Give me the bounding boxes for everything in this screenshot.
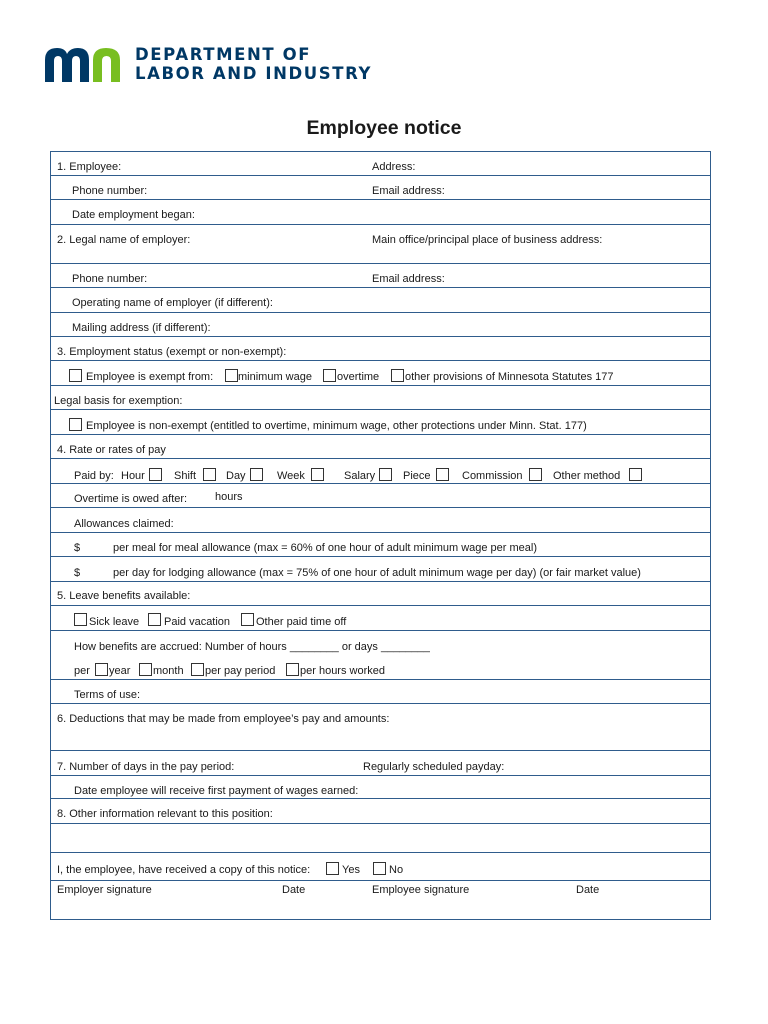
employer-signature-label: Employer signature bbox=[57, 884, 152, 896]
other-info-label: 8. Other information relevant to this position: bbox=[57, 808, 273, 820]
per-hours-worked-label: per hours worked bbox=[300, 665, 385, 677]
pay-method-salary-label: Salary bbox=[344, 470, 376, 482]
per-month-checkbox[interactable] bbox=[139, 663, 152, 676]
form-row-other-info bbox=[51, 799, 710, 824]
form-row-operating-name bbox=[51, 288, 710, 313]
meal-dollar-sign: $ bbox=[74, 542, 81, 554]
pay-method-other-checkbox[interactable] bbox=[629, 468, 642, 481]
pay-method-commission-checkbox[interactable] bbox=[529, 468, 542, 481]
terms-label: Terms of use: bbox=[74, 689, 141, 701]
pay-method-commission-label: Commission bbox=[462, 470, 523, 482]
pay-method-shift-checkbox[interactable] bbox=[203, 468, 216, 481]
rate-label: 4. Rate or rates of pay bbox=[57, 444, 166, 456]
form-row-legal-basis bbox=[51, 386, 710, 410]
employee-notice-form bbox=[50, 151, 711, 920]
form-row-accrual-period bbox=[51, 655, 710, 680]
pay-method-week-checkbox[interactable] bbox=[311, 468, 324, 481]
minimum-wage-checkbox[interactable] bbox=[225, 369, 238, 382]
form-row-signatures bbox=[51, 881, 710, 919]
first-payment-label: Date employee will receive first payment of wages earned: bbox=[74, 785, 359, 797]
form-row-meal-allowance bbox=[51, 533, 710, 557]
pay-method-hour-label: Hour bbox=[121, 470, 145, 482]
employee-label: 1. Employee: bbox=[57, 161, 122, 173]
paid-vacation-checkbox[interactable] bbox=[148, 613, 161, 626]
pay-method-hour-checkbox[interactable] bbox=[149, 468, 162, 481]
dli-logo bbox=[45, 44, 372, 84]
form-row-employee bbox=[51, 152, 710, 176]
sick-leave-label: Sick leave bbox=[89, 616, 140, 628]
form-row-lodging-allowance bbox=[51, 557, 710, 582]
form-row-other-info-blank bbox=[51, 824, 710, 853]
main-office-label: Main office/principal place of business address: bbox=[372, 234, 603, 246]
meal-allowance-label: per meal for meal allowance (max = 60% of one hour of adult minimum wage per meal) bbox=[113, 542, 538, 554]
form-row-received-copy bbox=[51, 853, 710, 881]
exempt-checkbox[interactable] bbox=[69, 369, 82, 382]
phone-label: Phone number: bbox=[72, 185, 148, 197]
per-pay-period-label: per pay period bbox=[205, 665, 276, 677]
paid-by-label: Paid by: bbox=[74, 470, 114, 482]
address-label: Address: bbox=[372, 161, 416, 173]
other-provisions-label: other provisions of Minnesota Statutes 177 bbox=[405, 371, 614, 383]
employee-date-label: Date bbox=[576, 884, 600, 896]
form-row-pay-period bbox=[51, 751, 710, 776]
per-year-checkbox[interactable] bbox=[95, 663, 108, 676]
received-copy-label: I, the employee, have received a copy of this notice: bbox=[57, 864, 311, 876]
form-row-employment-status bbox=[51, 337, 710, 361]
form-row-leave-types bbox=[51, 606, 710, 631]
form-row-first-payment bbox=[51, 776, 710, 799]
logo-line-1: DEPARTMENT OF bbox=[135, 45, 312, 64]
logo-text bbox=[135, 45, 372, 83]
form-row-non-exempt bbox=[51, 410, 710, 435]
form-row-leave-benefits bbox=[51, 582, 710, 606]
non-exempt-label: Employee is non-exempt (entitled to overtime, minimum wage, other protections under Minn. Stat. 177) bbox=[86, 420, 587, 432]
form-row-allowances bbox=[51, 508, 710, 533]
legal-basis-label: Legal basis for exemption: bbox=[54, 395, 183, 407]
accrual-label: How benefits are accrued: Number of hours ________ or days ________ bbox=[74, 641, 430, 653]
per-month-label: month bbox=[153, 665, 184, 677]
non-exempt-checkbox[interactable] bbox=[69, 418, 82, 431]
mailing-address-label: Mailing address (if different): bbox=[72, 322, 211, 334]
pay-method-shift-label: Shift bbox=[174, 470, 197, 482]
payday-label: Regularly scheduled payday: bbox=[363, 761, 505, 773]
mn-logo-icon bbox=[45, 46, 125, 82]
overtime-label: overtime bbox=[337, 371, 380, 383]
pay-method-piece-checkbox[interactable] bbox=[436, 468, 449, 481]
minimum-wage-label: minimum wage bbox=[238, 371, 312, 383]
email-label: Email address: bbox=[372, 185, 445, 197]
employee-signature-label: Employee signature bbox=[372, 884, 470, 896]
pay-method-week-label: Week bbox=[277, 470, 305, 482]
lodging-dollar-sign: $ bbox=[74, 567, 81, 579]
lodging-allowance-label: per day for lodging allowance (max = 75% of one hour of adult minimum wage per day) (or fair market value) bbox=[113, 567, 641, 579]
days-pay-period-label: 7. Number of days in the pay period: bbox=[57, 761, 235, 773]
hours-label: hours bbox=[215, 491, 243, 503]
logo-line-2: LABOR AND INDUSTRY bbox=[135, 64, 373, 83]
received-no-checkbox[interactable] bbox=[373, 862, 386, 875]
pay-method-other-label: Other method bbox=[553, 470, 621, 482]
form-row-legal-name bbox=[51, 225, 710, 264]
per-pay-period-checkbox[interactable] bbox=[191, 663, 204, 676]
form-row-rate bbox=[51, 435, 710, 459]
form-row-overtime-owed bbox=[51, 484, 710, 508]
other-paid-checkbox[interactable] bbox=[241, 613, 254, 626]
employer-email-label: Email address: bbox=[372, 273, 445, 285]
employment-status-label: 3. Employment status (exempt or non-exempt): bbox=[57, 346, 287, 358]
form-row-phone-email bbox=[51, 176, 710, 200]
sick-leave-checkbox[interactable] bbox=[74, 613, 87, 626]
leave-benefits-label: 5. Leave benefits available: bbox=[57, 590, 191, 602]
per-hours-worked-checkbox[interactable] bbox=[286, 663, 299, 676]
pay-method-salary-checkbox[interactable] bbox=[379, 468, 392, 481]
pay-method-piece-label: Piece bbox=[403, 470, 431, 482]
overtime-owed-label: Overtime is owed after: bbox=[74, 493, 188, 505]
form-row-paid-by bbox=[51, 459, 710, 484]
legal-name-label: 2. Legal name of employer: bbox=[57, 234, 191, 246]
exempt-from-label: Employee is exempt from: bbox=[86, 371, 214, 383]
overtime-checkbox[interactable] bbox=[323, 369, 336, 382]
allowances-label: Allowances claimed: bbox=[74, 518, 174, 530]
per-label: per bbox=[74, 665, 90, 677]
form-row-accrual bbox=[51, 631, 710, 655]
paid-vacation-label: Paid vacation bbox=[164, 616, 231, 628]
other-paid-label: Other paid time off bbox=[256, 616, 347, 628]
employer-phone-label: Phone number: bbox=[72, 273, 148, 285]
pay-method-day-label: Day bbox=[226, 470, 246, 482]
form-row-exempt bbox=[51, 361, 710, 386]
form-row-mailing-address bbox=[51, 313, 710, 337]
form-row-date-began bbox=[51, 200, 710, 225]
received-yes-checkbox[interactable] bbox=[326, 862, 339, 875]
deductions-label: 6. Deductions that may be made from employee’s pay and amounts: bbox=[57, 713, 390, 725]
form-row-terms bbox=[51, 680, 710, 704]
other-provisions-checkbox[interactable] bbox=[391, 369, 404, 382]
received-yes-label: Yes bbox=[342, 864, 360, 876]
operating-name-label: Operating name of employer (if different): bbox=[72, 297, 273, 309]
employer-date-label: Date bbox=[282, 884, 306, 896]
received-no-label: No bbox=[389, 864, 404, 876]
form-row-deductions bbox=[51, 704, 710, 751]
page-title: Employee notice bbox=[306, 117, 462, 139]
per-year-label: year bbox=[109, 665, 131, 677]
pay-method-day-checkbox[interactable] bbox=[250, 468, 263, 481]
date-began-label: Date employment began: bbox=[72, 209, 195, 221]
form-row-employer-phone-email bbox=[51, 264, 710, 288]
